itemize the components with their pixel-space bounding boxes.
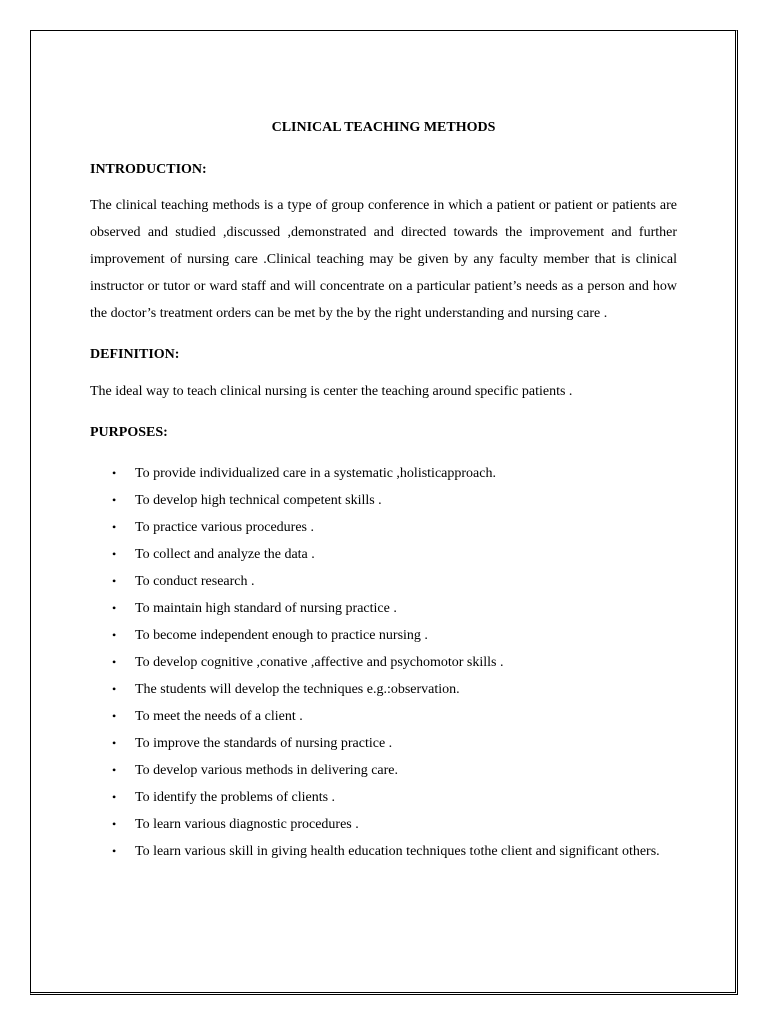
list-item-text: To provide individualized care in a systematic ,holisticapproach. (135, 466, 496, 481)
list-item (90, 622, 677, 649)
bullet-icon: • (112, 493, 117, 507)
bullet-icon: • (112, 790, 117, 804)
list-item (90, 730, 677, 757)
list-item-text: To meet the needs of a client . (135, 709, 303, 724)
bullet-icon: • (112, 817, 117, 831)
list-item-text: To maintain high standard of nursing practice . (135, 601, 397, 616)
list-item (90, 649, 677, 676)
document-body (90, 118, 677, 865)
introduction-paragraph: The clinical teaching methods is a type of group conference in which a patient or patient or patients are observed and studied ,discussed ,demonstrated and directed towards the improvement and further improvement of nursing care .Clinical teaching may be given by any faculty member that is clinical instructor or tutor or ward staff and will concentrate on a particular patient’s needs as a person and how the doctor’s treatment orders can be met by the by the right understanding and nursing care . (90, 198, 677, 321)
bullet-icon: • (112, 763, 117, 777)
list-item-text: To improve the standards of nursing practice . (135, 736, 393, 751)
bullet-icon: • (112, 466, 117, 480)
list-item-text: To learn various skill in giving health education techniques tothe client and significant others. (135, 844, 660, 859)
list-item-text: To develop cognitive ,conative ,affective and psychomotor skills . (135, 655, 504, 670)
list-item (90, 460, 677, 487)
bullet-icon: • (112, 682, 117, 696)
bullet-icon: • (112, 601, 117, 615)
list-item-text: To become independent enough to practice nursing . (135, 628, 428, 643)
bullet-icon: • (112, 655, 117, 669)
list-item-text: To collect and analyze the data . (135, 547, 315, 562)
list-item (90, 676, 677, 703)
list-item (90, 703, 677, 730)
list-item-text: To identify the problems of clients . (135, 790, 336, 805)
list-item (90, 595, 677, 622)
list-item (90, 514, 677, 541)
bullet-icon: • (112, 628, 117, 642)
bullet-icon: • (112, 844, 117, 858)
list-item-text: To learn various diagnostic procedures . (135, 817, 359, 832)
bullet-icon: • (112, 547, 117, 561)
list-item (90, 811, 677, 838)
bullet-icon: • (112, 574, 117, 588)
list-item-text: To conduct research . (135, 574, 255, 589)
list-item (90, 541, 677, 568)
list-item (90, 838, 677, 865)
definition-heading: DEFINITION: (90, 347, 180, 362)
list-item-text: To develop various methods in delivering care. (135, 763, 398, 778)
list-item (90, 487, 677, 514)
definition-paragraph: The ideal way to teach clinical nursing is center the teaching around specific patients . (90, 384, 573, 399)
purposes-list (90, 460, 677, 865)
bullet-icon: • (112, 709, 117, 723)
bullet-icon: • (112, 736, 117, 750)
bullet-icon: • (112, 520, 117, 534)
list-item (90, 784, 677, 811)
document-title: CLINICAL TEACHING METHODS (271, 120, 496, 135)
list-item (90, 757, 677, 784)
list-item-text: The students will develop the techniques e.g.:observation. (135, 682, 460, 697)
list-item-text: To develop high technical competent skills . (135, 493, 382, 508)
list-item (90, 568, 677, 595)
list-item-text: To practice various procedures . (135, 520, 314, 535)
introduction-heading: INTRODUCTION: (90, 162, 207, 177)
purposes-heading: PURPOSES: (90, 425, 168, 440)
